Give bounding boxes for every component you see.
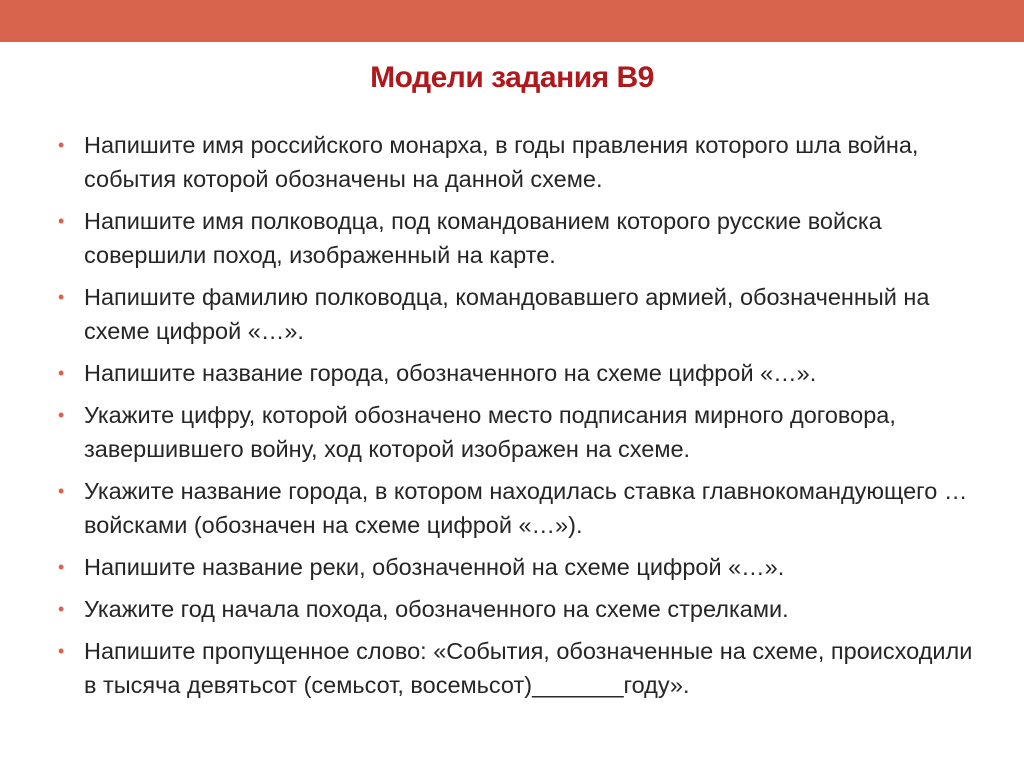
- list-item: [58, 280, 978, 348]
- list-item-text: Напишите пропущенное слово: «События, обозначенные на схеме, происходили в тысяча девятьсот (семьсот, восемьсот)_______году».: [84, 638, 973, 698]
- bullet-icon: •: [58, 211, 65, 231]
- bullet-icon: •: [58, 363, 65, 383]
- list-item-text: Укажите цифру, которой обозначено место подписания мирного договора, завершившего войну, ход которой изображен на схеме.: [84, 402, 896, 462]
- top-accent-bar: [0, 0, 1024, 42]
- list-item: [58, 550, 978, 584]
- list-item: [58, 204, 978, 272]
- bullet-icon: •: [58, 641, 65, 661]
- list-item-text: Укажите название города, в котором находилась ставка главнокомандующего … войсками (обозначен на схеме цифрой «…»).: [84, 478, 968, 538]
- list-item-text: Напишите название города, обозначенного на схеме цифрой «…».: [84, 360, 817, 386]
- list-item: [58, 474, 978, 542]
- list-item-text: Напишите название реки, обозначенной на схеме цифрой «…».: [84, 554, 785, 580]
- list-item: [58, 592, 978, 626]
- list-item-text: Напишите имя российского монарха, в годы правления которого шла война, события которой обозначены на данной схеме.: [84, 132, 919, 192]
- bullet-icon: •: [58, 135, 65, 155]
- bullet-icon: •: [58, 405, 65, 425]
- list-item: [58, 128, 978, 196]
- bullet-icon: •: [58, 481, 65, 501]
- bullet-icon: •: [58, 287, 65, 307]
- list-item: [58, 634, 978, 702]
- list-item-text: Напишите фамилию полководца, командовавшего армией, обозначенный на схеме цифрой «…».: [84, 284, 930, 344]
- bullet-icon: •: [58, 599, 65, 619]
- list-item: [58, 398, 978, 466]
- slide-title: Модели задания В9: [370, 61, 654, 94]
- list-item-text: Напишите имя полководца, под командованием которого русские войска совершили поход, изображенный на карте.: [84, 208, 882, 268]
- task-list: [58, 128, 978, 710]
- list-item: [58, 356, 978, 390]
- bullet-icon: •: [58, 557, 65, 577]
- list-item-text: Укажите год начала похода, обозначенного на схеме стрелками.: [84, 596, 789, 622]
